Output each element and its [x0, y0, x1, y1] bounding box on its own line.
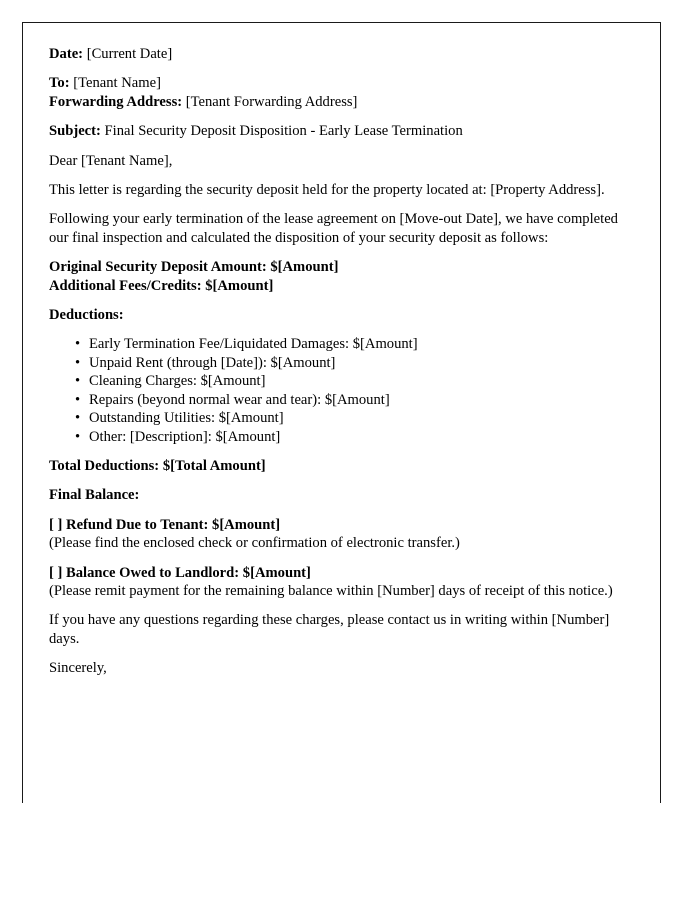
- closing-paragraph: If you have any questions regarding these charges, please contact us in writing within [Number] days.: [49, 612, 610, 647]
- original-deposit-label: Original Security Deposit Amount:: [49, 259, 267, 276]
- owed-option-line: [49, 564, 634, 582]
- salutation-block: [49, 152, 634, 170]
- owed-label: Balance Owed to Landlord:: [66, 564, 240, 581]
- refund-checkbox[interactable]: [ ]: [49, 516, 63, 533]
- intro-paragraph-block: [49, 181, 634, 199]
- deductions-heading-block: [49, 306, 634, 324]
- signoff: Sincerely,: [49, 660, 107, 677]
- letter-page-frame: [22, 22, 661, 803]
- subject-block: [49, 122, 634, 140]
- additional-fees-label: Additional Fees/Credits:: [49, 277, 202, 294]
- closing-paragraph-block: [49, 611, 634, 648]
- subject-line: [49, 122, 634, 140]
- deductions-heading: Deductions:: [49, 307, 124, 324]
- list-item: • Cleaning Charges: $[Amount]: [89, 372, 634, 390]
- to-label: To:: [49, 75, 70, 92]
- date-label: Date:: [49, 46, 84, 62]
- refund-option-line: [49, 516, 634, 534]
- forwarding-address-label: Forwarding Address:: [49, 93, 183, 110]
- additional-fees-line: [49, 277, 634, 295]
- date-line: [49, 45, 634, 63]
- signoff-block: [49, 659, 634, 677]
- list-item: • Early Termination Fee/Liquidated Damages: $[Amount]: [89, 335, 634, 353]
- body-paragraph: Following your early termination of the lease agreement on [Move-out Date], we have completed our final inspection and calculated the disposition of your security deposit as follows:: [49, 211, 618, 246]
- refund-value: $[Amount]: [212, 516, 281, 533]
- amounts-block: [49, 258, 634, 295]
- letter-content: [23, 23, 660, 678]
- forwarding-address-value: [Tenant Forwarding Address]: [185, 93, 358, 110]
- to-value: [Tenant Name]: [73, 75, 161, 92]
- owed-option-block: [49, 564, 634, 601]
- date-block: [49, 45, 634, 63]
- total-deductions-block: [49, 457, 634, 475]
- list-item: • Outstanding Utilities: $[Amount]: [89, 409, 634, 427]
- owed-value: $[Amount]: [242, 564, 311, 581]
- total-deductions-value: $[Total Amount]: [162, 457, 266, 474]
- total-deductions-label: Total Deductions:: [49, 457, 160, 474]
- list-item: • Unpaid Rent (through [Date]): $[Amount]: [89, 354, 634, 372]
- date-value: [Current Date]: [86, 46, 173, 62]
- refund-label: Refund Due to Tenant:: [66, 516, 209, 533]
- subject-value: Final Security Deposit Disposition - Early Lease Termination: [104, 123, 463, 140]
- final-balance-heading: Final Balance:: [49, 487, 140, 504]
- subject-label: Subject:: [49, 123, 101, 140]
- list-item: • Repairs (beyond normal wear and tear): $[Amount]: [89, 391, 634, 409]
- refund-note: (Please find the enclosed check or confirmation of electronic transfer.): [49, 535, 460, 552]
- additional-fees-value: $[Amount]: [205, 277, 274, 294]
- final-balance-heading-block: [49, 486, 634, 504]
- owed-note: (Please remit payment for the remaining balance within [Number] days of receipt of this notice.): [49, 582, 613, 599]
- body-paragraph-block: [49, 210, 634, 247]
- forwarding-address-line: [49, 93, 634, 111]
- deductions-list: [49, 335, 634, 445]
- total-deductions-line: [49, 457, 634, 475]
- refund-option-block: [49, 516, 634, 553]
- salutation: Dear [Tenant Name],: [49, 152, 173, 169]
- recipient-block: [49, 74, 634, 111]
- intro-paragraph: This letter is regarding the security deposit held for the property located at: [Property Address].: [49, 182, 605, 199]
- to-line: [49, 74, 634, 92]
- owed-checkbox[interactable]: [ ]: [49, 564, 63, 581]
- original-deposit-value: $[Amount]: [270, 259, 339, 276]
- original-deposit-line: [49, 258, 634, 276]
- list-item: • Other: [Description]: $[Amount]: [89, 428, 634, 446]
